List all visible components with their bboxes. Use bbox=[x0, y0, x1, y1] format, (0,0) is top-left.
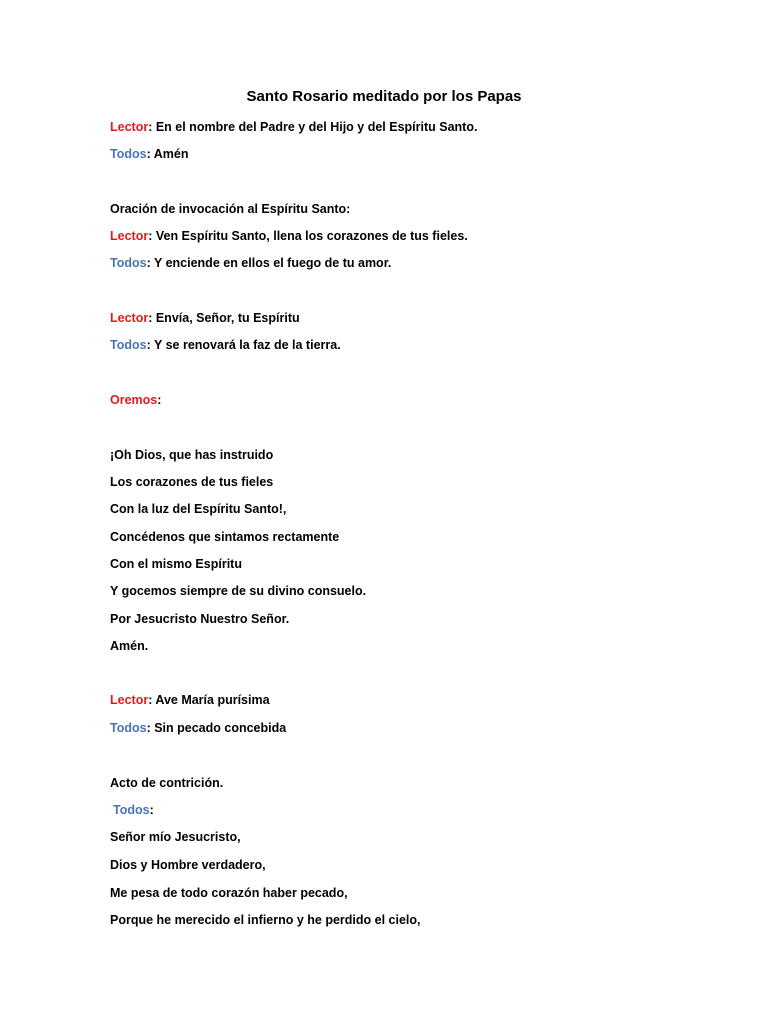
lector-label: Lector bbox=[110, 693, 149, 707]
oremos-label: Oremos bbox=[110, 393, 158, 407]
lector-line: Lector: En el nombre del Padre y del Hijo y del Espíritu Santo. bbox=[110, 120, 478, 134]
prayer-line: Con el mismo Espíritu bbox=[110, 557, 242, 571]
line-text: Ven Espíritu Santo, llena los corazones de tus fieles. bbox=[155, 229, 468, 243]
section-heading: Acto de contrición. bbox=[110, 776, 224, 790]
lector-line: Lector: Ave María purísima bbox=[110, 693, 270, 707]
line-text: Envía, Señor, tu Espíritu bbox=[155, 311, 300, 325]
todos-label: Todos bbox=[110, 147, 147, 161]
prayer-line: Amén. bbox=[110, 639, 149, 653]
lector-label: Lector bbox=[110, 120, 149, 134]
line-text: Sin pecado concebida bbox=[154, 721, 287, 735]
prayer-line: Señor mío Jesucristo, bbox=[110, 830, 241, 844]
line-text: Y enciende en ellos el fuego de tu amor. bbox=[154, 256, 392, 270]
prayer-line: Concédenos que sintamos rectamente bbox=[110, 530, 340, 544]
lector-label: Lector bbox=[110, 311, 149, 325]
lector-line: Lector: Envía, Señor, tu Espíritu bbox=[110, 311, 300, 325]
line-text: En el nombre del Padre y del Hijo y del Espíritu Santo. bbox=[155, 120, 478, 134]
todos-line: Todos: Sin pecado concebida bbox=[110, 721, 287, 735]
todos-label: Todos bbox=[110, 338, 147, 352]
todos-line: Todos: bbox=[113, 803, 154, 817]
prayer-line: Me pesa de todo corazón haber pecado, bbox=[110, 886, 348, 900]
todos-label: Todos bbox=[110, 256, 147, 270]
todos-line: Todos: Y se renovará la faz de la tierra. bbox=[110, 338, 341, 352]
prayer-line: Dios y Hombre verdadero, bbox=[110, 858, 266, 872]
document-title: Santo Rosario meditado por los Papas bbox=[246, 88, 522, 105]
prayer-line: ¡Oh Dios, que has instruido bbox=[110, 448, 274, 462]
lector-line: Lector: Ven Espíritu Santo, llena los corazones de tus fieles. bbox=[110, 229, 468, 243]
todos-line: Todos: Amén bbox=[110, 147, 189, 161]
todos-label: Todos bbox=[110, 721, 147, 735]
todos-line: Todos: Y enciende en ellos el fuego de tu amor. bbox=[110, 256, 392, 270]
prayer-line: Por Jesucristo Nuestro Señor. bbox=[110, 612, 290, 626]
prayer-line: Y gocemos siempre de su divino consuelo. bbox=[110, 584, 367, 598]
line-text: Amén bbox=[153, 147, 189, 161]
line-text: Ave María purísima bbox=[155, 693, 270, 707]
prayer-line: Los corazones de tus fieles bbox=[110, 475, 274, 489]
section-heading: Oración de invocación al Espíritu Santo: bbox=[110, 202, 351, 216]
oremos-line: Oremos: bbox=[110, 393, 162, 407]
line-text: Y se renovará la faz de la tierra. bbox=[154, 338, 341, 352]
lector-label: Lector bbox=[110, 229, 149, 243]
todos-label: Todos bbox=[113, 803, 150, 817]
prayer-line: Porque he merecido el infierno y he perdido el cielo, bbox=[110, 913, 421, 927]
prayer-line: Con la luz del Espíritu Santo!, bbox=[110, 502, 287, 516]
